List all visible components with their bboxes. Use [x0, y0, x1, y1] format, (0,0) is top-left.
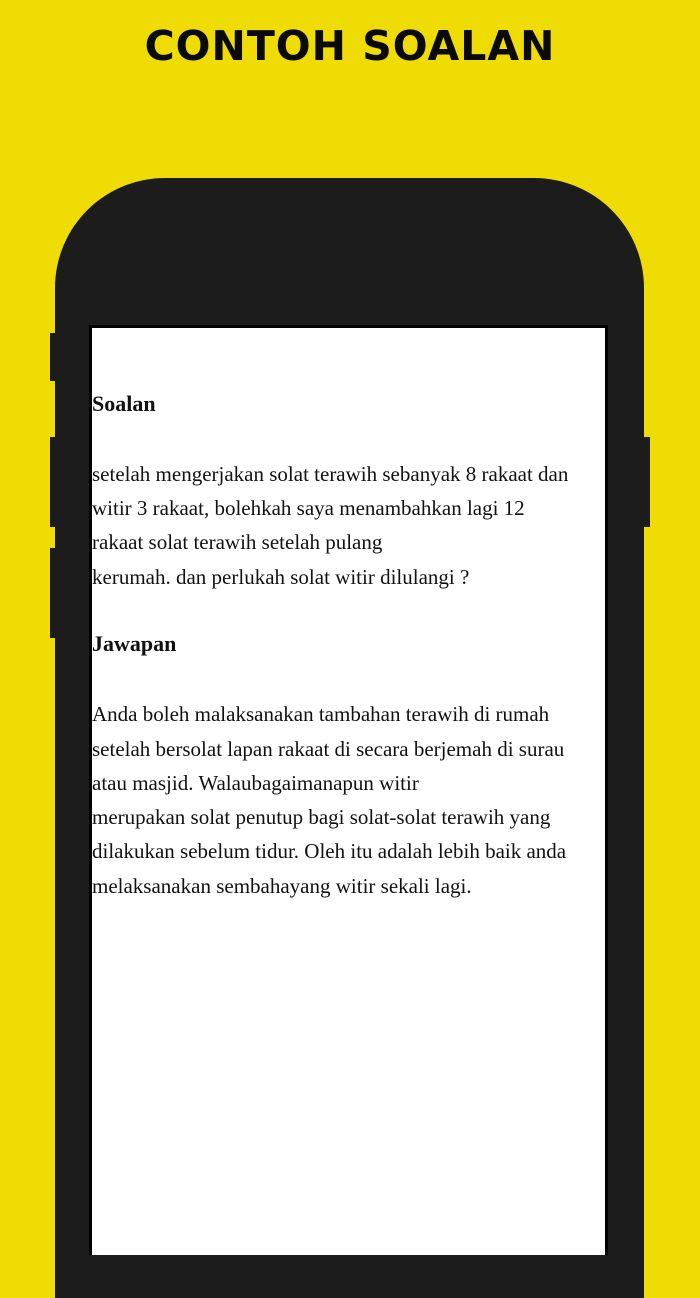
- answer-line: setelah bersolat lapan rakaat di secara berjemah di surau: [92, 737, 565, 761]
- answer-line: melaksanakan sembahayang witir sekali lagi.: [92, 874, 472, 898]
- question-line: setelah mengerjakan solat terawih sebanyak 8 rakaat dan: [92, 462, 569, 486]
- answer-line: atau masjid. Walaubagaimanapun witir: [92, 771, 419, 795]
- question-line: kerumah. dan perlukah solat witir dilulangi ?: [92, 565, 470, 589]
- answer-heading: Jawapan: [92, 631, 177, 656]
- question-line: rakaat solat terawih setelah pulang: [92, 530, 383, 554]
- banner-title: CONTOH SOALAN: [144, 22, 556, 70]
- phone-screen: [89, 325, 608, 1255]
- answer-line: Anda boleh malaksanakan tambahan terawih di rumah: [92, 702, 550, 726]
- phone-power-button: [644, 437, 650, 527]
- question-heading: Soalan: [92, 391, 156, 416]
- question-line: witir 3 rakaat, bolehkah saya menambahkan lagi 12: [92, 496, 525, 520]
- answer-line: merupakan solat penutup bagi solat-solat terawih yang: [92, 805, 551, 829]
- answer-line: dilakukan sebelum tidur. Oleh itu adalah lebih baik anda: [92, 839, 567, 863]
